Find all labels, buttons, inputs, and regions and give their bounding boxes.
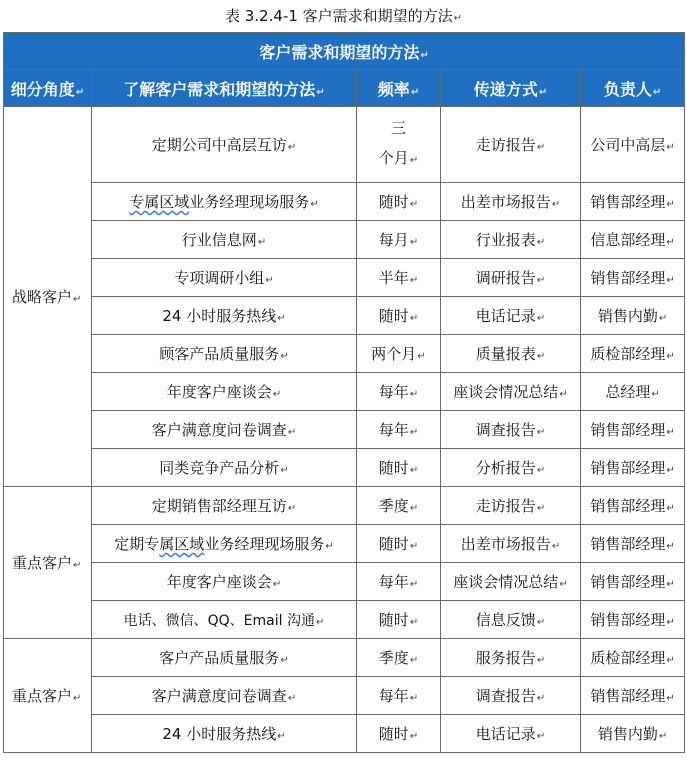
table-row <box>4 411 685 449</box>
table-row <box>4 259 685 297</box>
method-cell: 行业信息网↵ <box>92 221 357 259</box>
owner-cell: 销售内勤↵ <box>581 297 685 335</box>
table-title-row <box>4 33 685 70</box>
channel-cell: 信息反馈↵ <box>441 601 581 639</box>
frequency-cell: 随时↵ <box>357 183 441 221</box>
channel-cell: 调研报告↵ <box>441 259 581 297</box>
frequency-cell: 每年↵ <box>357 677 441 715</box>
customer-needs-table <box>3 32 685 753</box>
frequency-cell: 随时↵ <box>357 715 441 753</box>
method-cell: 24 小时服务热线↵ <box>92 715 357 753</box>
channel-cell: 电话记录↵ <box>441 297 581 335</box>
table-title: 客户需求和期望的方法↵ <box>4 33 685 70</box>
method-cell: 专项调研小组↵ <box>92 259 357 297</box>
owner-cell: 销售部经理↵ <box>581 563 685 601</box>
method-cell: 定期公司中高层互访↵ <box>92 107 357 183</box>
method-cell: 24 小时服务热线↵ <box>92 297 357 335</box>
method-cell: 定期专属区域业务经理现场服务↵ <box>92 525 357 563</box>
owner-cell: 销售部经理↵ <box>581 487 685 525</box>
method-cell: 客户满意度问卷调查↵ <box>92 677 357 715</box>
channel-cell: 出差市场报告↵ <box>441 183 581 221</box>
table-row <box>4 107 685 183</box>
frequency-cell: 每年↵ <box>357 563 441 601</box>
frequency-cell: 每年↵ <box>357 411 441 449</box>
frequency-cell: 随时↵ <box>357 601 441 639</box>
table-row <box>4 677 685 715</box>
table-row <box>4 601 685 639</box>
table-row <box>4 449 685 487</box>
table-row <box>4 563 685 601</box>
table-row <box>4 221 685 259</box>
header-owner: 负责人↵ <box>581 70 685 107</box>
frequency-cell: 季度↵ <box>357 487 441 525</box>
method-cell: 专属区域业务经理现场服务↵ <box>92 183 357 221</box>
frequency-cell: 每月↵ <box>357 221 441 259</box>
channel-cell: 分析报告↵ <box>441 449 581 487</box>
table-row <box>4 297 685 335</box>
owner-cell: 销售部经理↵ <box>581 449 685 487</box>
segment-cell: 重点客户↵ <box>4 639 92 753</box>
channel-cell: 调查报告↵ <box>441 411 581 449</box>
method-cell: 客户满意度问卷调查↵ <box>92 411 357 449</box>
owner-cell: 销售部经理↵ <box>581 601 685 639</box>
frequency-cell: 每年↵ <box>357 373 441 411</box>
frequency-cell: 季度↵ <box>357 639 441 677</box>
owner-cell: 销售部经理↵ <box>581 411 685 449</box>
owner-cell: 总经理↵ <box>581 373 685 411</box>
method-cell: 顾客产品质量服务↵ <box>92 335 357 373</box>
owner-cell: 销售内勤↵ <box>581 715 685 753</box>
frequency-cell: 随时↵ <box>357 525 441 563</box>
frequency-cell: 三 个月↵ <box>357 107 441 183</box>
table-caption: 表 3.2.4-1 客户需求和期望的方法↵ <box>224 7 463 25</box>
header-row <box>4 70 685 107</box>
method-cell: 电话、微信、QQ、Email 沟通↵ <box>92 601 357 639</box>
header-frequency: 频率↵ <box>357 70 441 107</box>
table-row <box>4 639 685 677</box>
header-channel: 传递方式↵ <box>441 70 581 107</box>
channel-cell: 走访报告↵ <box>441 107 581 183</box>
method-cell: 年度客户座谈会↵ <box>92 373 357 411</box>
method-cell: 定期销售部经理互访↵ <box>92 487 357 525</box>
table-row <box>4 335 685 373</box>
channel-cell: 出差市场报告↵ <box>441 525 581 563</box>
owner-cell: 质检部经理↵ <box>581 335 685 373</box>
header-segment: 细分角度↵ <box>4 70 92 107</box>
method-cell: 同类竞争产品分析↵ <box>92 449 357 487</box>
channel-cell: 座谈会情况总结↵ <box>441 373 581 411</box>
frequency-cell: 两个月↵ <box>357 335 441 373</box>
method-cell: 客户产品质量服务↵ <box>92 639 357 677</box>
owner-cell: 销售部经理↵ <box>581 183 685 221</box>
channel-cell: 行业报表↵ <box>441 221 581 259</box>
owner-cell: 质检部经理↵ <box>581 639 685 677</box>
channel-cell: 电话记录↵ <box>441 715 581 753</box>
owner-cell: 信息部经理↵ <box>581 221 685 259</box>
table-row <box>4 715 685 753</box>
owner-cell: 销售部经理↵ <box>581 677 685 715</box>
method-cell: 年度客户座谈会↵ <box>92 563 357 601</box>
table-row <box>4 525 685 563</box>
owner-cell: 销售部经理↵ <box>581 259 685 297</box>
frequency-cell: 半年↵ <box>357 259 441 297</box>
table-row <box>4 487 685 525</box>
channel-cell: 质量报表↵ <box>441 335 581 373</box>
channel-cell: 走访报告↵ <box>441 487 581 525</box>
table-row <box>4 373 685 411</box>
owner-cell: 公司中高层↵ <box>581 107 685 183</box>
frequency-cell: 随时↵ <box>357 297 441 335</box>
owner-cell: 销售部经理↵ <box>581 525 685 563</box>
channel-cell: 座谈会情况总结↵ <box>441 563 581 601</box>
frequency-cell: 随时↵ <box>357 449 441 487</box>
table-row <box>4 183 685 221</box>
header-method: 了解客户需求和期望的方法↵ <box>92 70 357 107</box>
channel-cell: 服务报告↵ <box>441 639 581 677</box>
segment-cell: 战略客户↵ <box>4 107 92 487</box>
segment-cell: 重点客户↵ <box>4 487 92 639</box>
channel-cell: 调查报告↵ <box>441 677 581 715</box>
